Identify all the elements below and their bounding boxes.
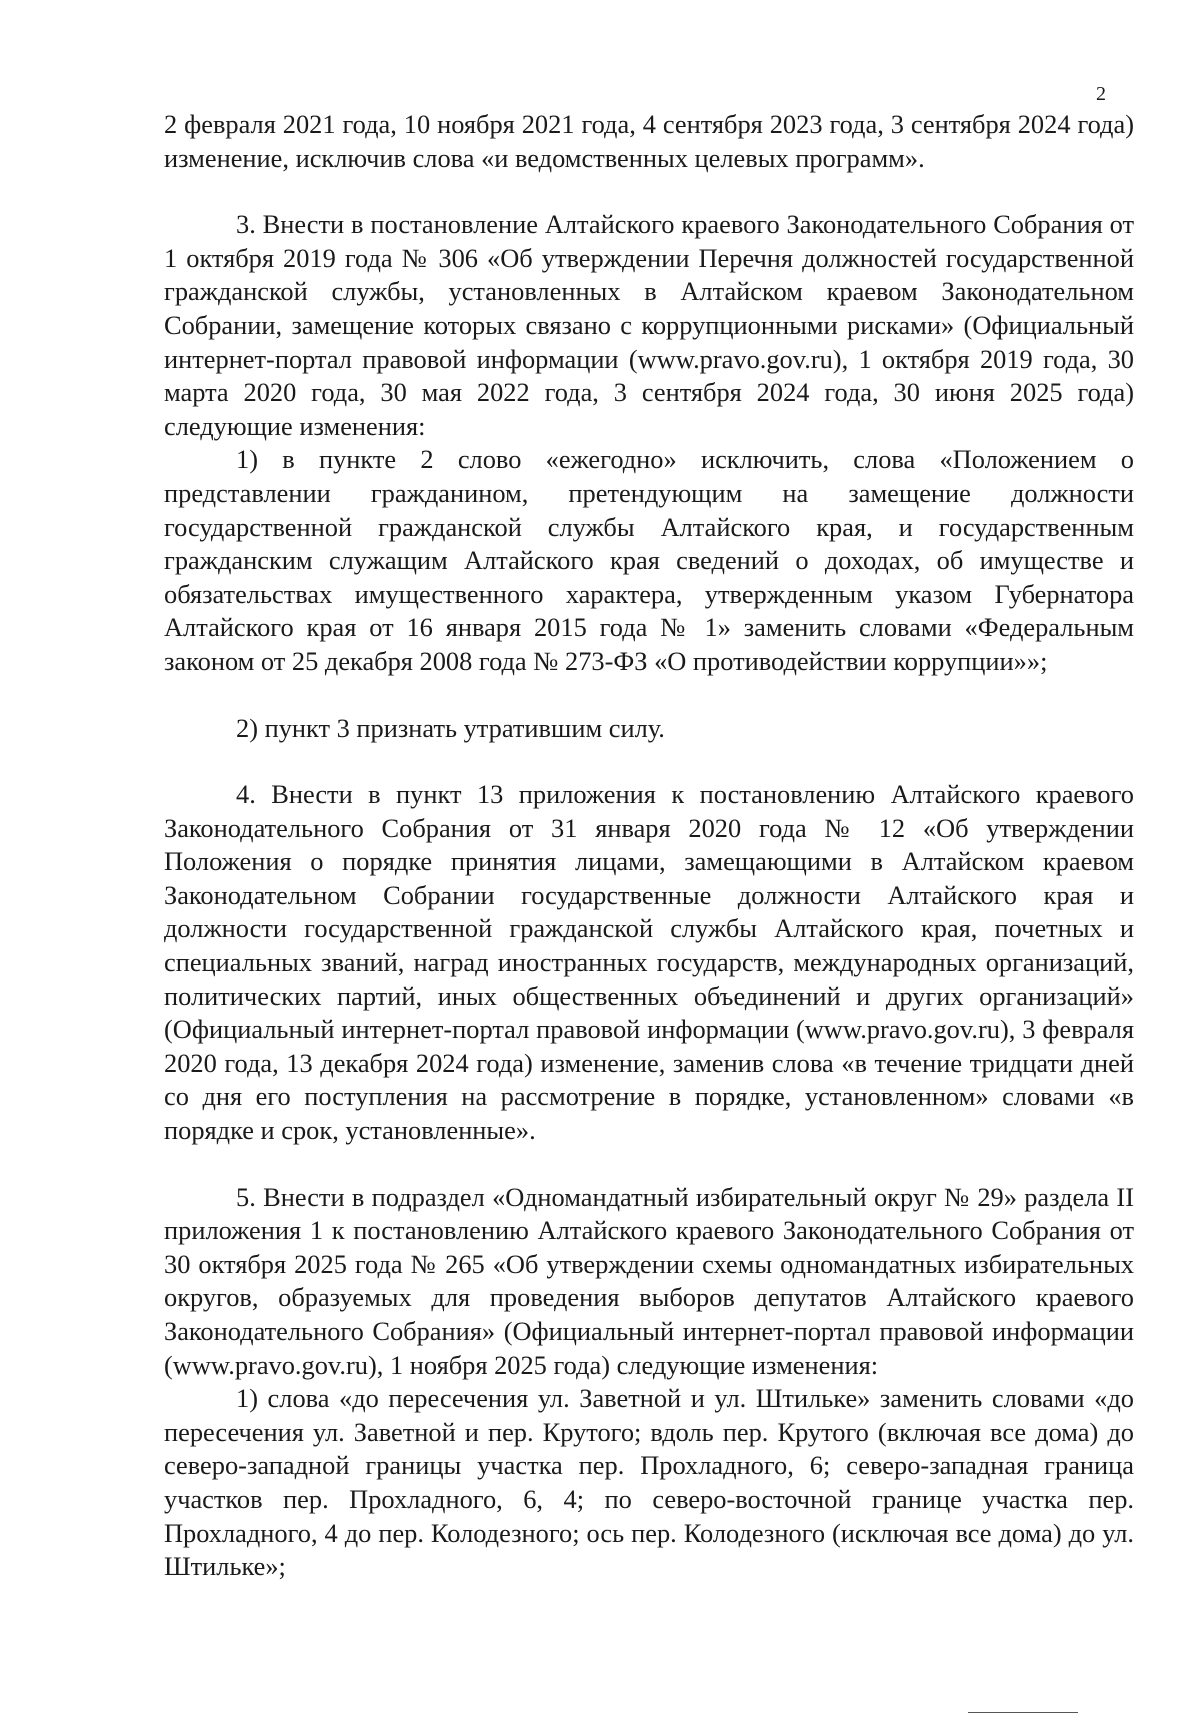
document-body	[164, 108, 1134, 1584]
paragraph-item-4: 4. Внести в пункт 13 приложения к постановлению Алтайского краевого Законодательного Собрания от 31 января 2020 года № 12 «Об утверждении Положения о порядке принятия лицами, замещающими в Алтайском краевом Законодательном Собрании государственные должности Алтайского края и должности государственной гражданской службы Алтайского края, почетных и специальных званий, наград иностранных государств, международных организаций, политических партий, иных общественных объединений и других организаций» (Официальный интернет-портал правовой информации (www.pravo.gov.ru), 3 февраля 2020 года, 13 декабря 2024 года) изменение, заменив слова «в течение тридцати дней со дня его поступления на рассмотрение в порядке, установленном» словами «в порядке и срок, установленные».	[164, 779, 1134, 1146]
paragraph-item-5-sub-1: 1) слова «до пересечения ул. Заветной и ул. Штильке» заменить словами «до пересечения ул. Заветной и пер. Крутого; вдоль пер. Крутого (включая все дома) до северо-западной границы участка пер. Прохладного, 6; северо-западная граница участков пер. Прохладного, 6, 4; по северо-восточной границе участка пер. Прохладного, 4 до пер. Колодезного; ось пер. Колодезного (исключая все дома) до ул. Штильке»;	[164, 1383, 1134, 1582]
paragraph-item-3-sub-1: 1) в пункте 2 слово «ежегодно» исключить, слова «Положением о представлении гражданином, претендующим на замещение должности государственной гражданской службы Алтайского края, и государственным гражданским служащим Алтайского края сведений о доходах, об имуществе и обязательствах имущественного характера, утвержденным указом Губернатора Алтайского края от 16 января 2015 года № 1» заменить словами «Федеральным законом от 25 декабря 2008 года № 273-ФЗ «О противодействии коррупции»»;	[164, 444, 1134, 676]
paragraph-item-5: 5. Внести в подраздел «Одномандатный избирательный округ № 29» раздела II приложения 1 к постановлению Алтайского краевого Законодательного Собрания от 30 октября 2025 года № 265 «Об утверждении схемы одномандатных избирательных округов, образуемых для проведения выборов депутатов Алтайского краевого Законодательного Собрания» (Официальный интернет-портал правовой информации (www.pravo.gov.ru), 1 ноября 2025 года) следующие изменения:	[164, 1181, 1134, 1380]
footer-rule	[968, 1712, 1078, 1713]
paragraph-item-3: 3. Внести в постановление Алтайского краевого Законодательного Собрания от 1 октября 2019 года № 306 «Об утверждении Перечня должностей государственной гражданской службы, установленных в Алтайском краевом Законодательном Собрании, замещение которых связано с коррупционными рисками» (Официальный интернет-портал правовой информации (www.pravo.gov.ru), 1 октября 2019 года, 30 марта 2020 года, 30 мая 2022 года, 3 сентября 2024 года, 30 июня 2025 года) следующие изменения:	[164, 209, 1134, 441]
paragraph-item-3-sub-2: 2) пункт 3 признать утратившим силу.	[236, 712, 665, 743]
page-number: 2	[1096, 83, 1106, 105]
paragraph-continuation: 2 февраля 2021 года, 10 ноября 2021 года, 4 сентября 2023 года, 3 сентября 2024 года) изменение, исключив слова «и ведомственных целевых программ».	[164, 109, 1134, 173]
